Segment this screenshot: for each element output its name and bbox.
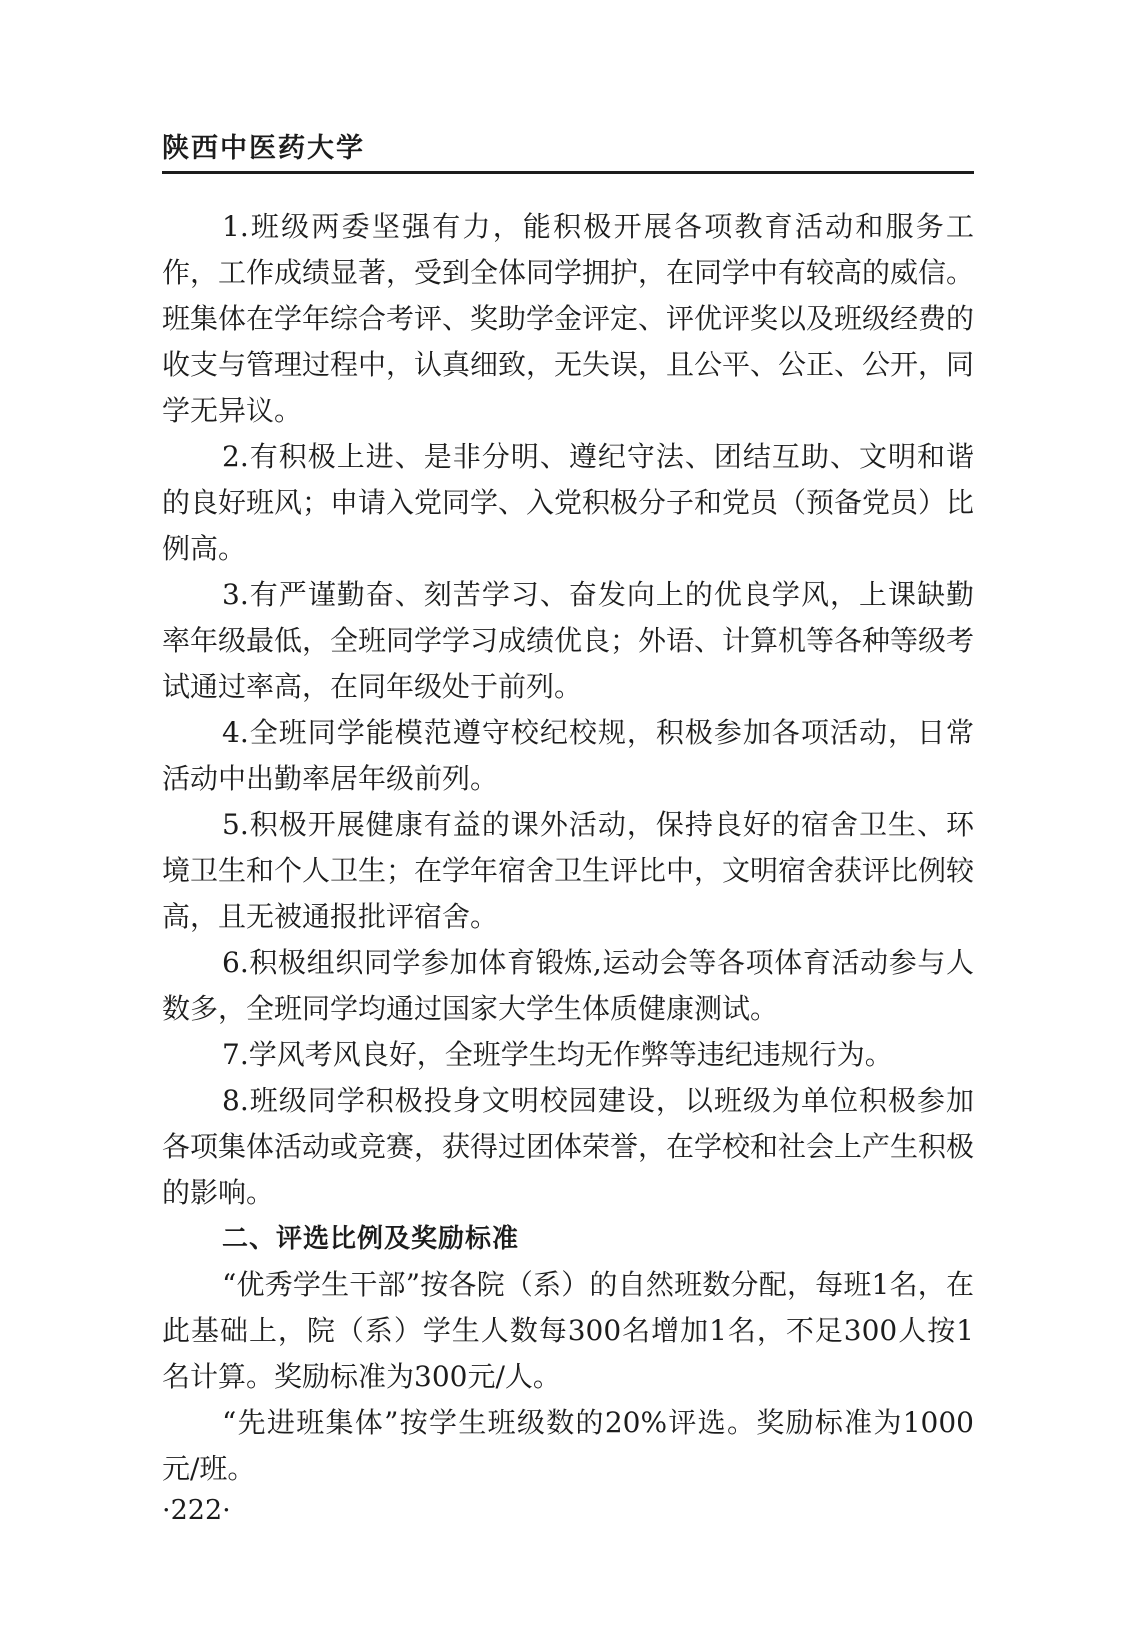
header-rule bbox=[162, 171, 974, 174]
criterion-paragraph: 5.积极开展健康有益的课外活动，保持良好的宿舍卫生、环境卫生和个人卫生；在学年宿舍卫生评比中，文明宿舍获评比例较高，且无被通报批评宿舍。 bbox=[162, 808, 975, 933]
reward-paragraph: “先进班集体”按学生班级数的20%评选。奖励标准为1000元/班。 bbox=[162, 1406, 974, 1485]
page-number: ·222· bbox=[162, 1495, 231, 1526]
reward-paragraph: “优秀学生干部”按各院（系）的自然班数分配，每班1名，在此基础上，院（系）学生人数每300名增加1名，不足300人按1名计算。奖励标准为300元/人。 bbox=[162, 1268, 974, 1393]
criterion-paragraph: 4.全班同学能模范遵守校纪校规，积极参加各项活动，日常活动中出勤率居年级前列。 bbox=[162, 716, 974, 795]
body-text bbox=[162, 204, 974, 1492]
criterion-paragraph: 8.班级同学积极投身文明校园建设，以班级为单位积极参加各项集体活动或竞赛，获得过团体荣誉，在学校和社会上产生积极的影响。 bbox=[162, 1084, 975, 1209]
criterion-paragraph: 2.有积极上进、是非分明、遵纪守法、团结互助、文明和谐的良好班风；申请入党同学、入党积极分子和党员（预备党员）比例高。 bbox=[162, 440, 975, 565]
criterion-paragraph: 3.有严谨勤奋、刻苦学习、奋发向上的优良学风，上课缺勤率年级最低，全班同学学习成绩优良；外语、计算机等各种等级考试通过率高，在同年级处于前列。 bbox=[162, 578, 975, 703]
section-heading: 二、评选比例及奖励标准 bbox=[222, 1224, 520, 1254]
criterion-paragraph: 1.班级两委坚强有力，能积极开展各项教育活动和服务工作，工作成绩显著，受到全体同学拥护，在同学中有较高的威信。班集体在学年综合考评、奖助学金评定、评优评奖以及班级经费的收支与管理过程中，认真细致，无失误，且公平、公正、公开，同学无异议。 bbox=[162, 210, 975, 427]
criterion-paragraph: 6.积极组织同学参加体育锻炼,运动会等各项体育活动参与人数多，全班同学均通过国家大学生体质健康测试。 bbox=[162, 946, 974, 1025]
running-header-title: 陕西中医药大学 bbox=[162, 133, 365, 164]
criterion-paragraph: 7.学风考风良好，全班学生均无作弊等违纪违规行为。 bbox=[222, 1038, 893, 1071]
